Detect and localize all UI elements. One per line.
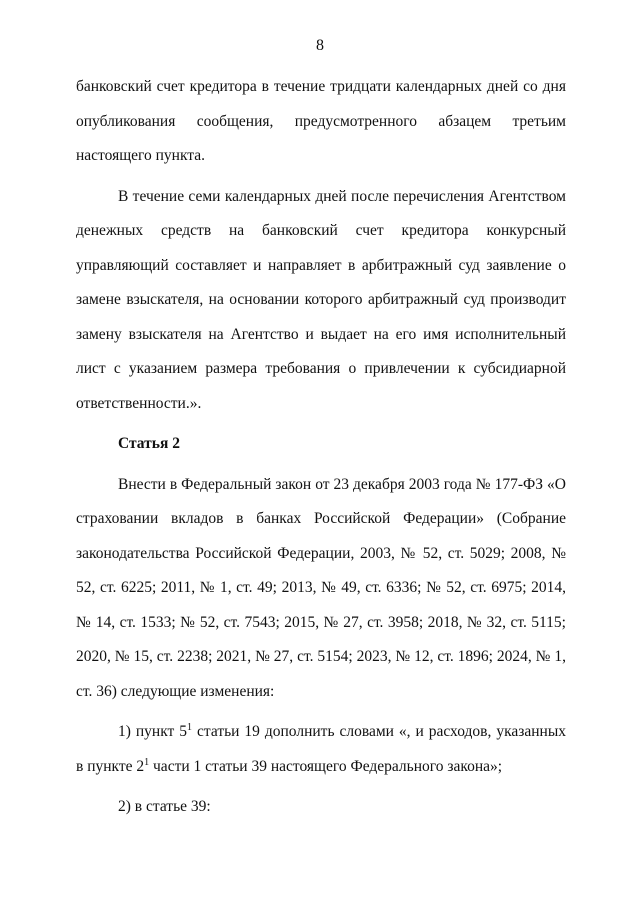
- item-1-superscript-2: 1: [144, 756, 150, 768]
- item-1-text-part3: части 1 статьи 39 настоящего Федерального закона»;: [149, 757, 503, 775]
- article-heading: Статья 2: [118, 435, 180, 452]
- document-body: [76, 70, 566, 825]
- item-1-text-part1: 1) пункт 5: [118, 723, 188, 740]
- paragraph-amendment-intro: Внести в Федеральный закон от 23 декабря 2003 года № 177-ФЗ «О страховании вкладов в банках Российской Федерации» (Собрание законодательства Российской Федерации, 2003, № 52, ст. 5029; 2008, № 52, ст. 6225; 2011, № 1, ст. 49; 2013, № 49, ст. 6336; № 52, ст. 6975; 2014, № 14, ст. 1533; № 52, ст. 7543; 2015, № 27, ст. 3958; 2018, № 32, ст. 5115; 2020, № 15, ст. 2238; 2021, № 27, ст. 5154; 2023, № 12, ст. 1896; 2024, № 1, ст. 36) следующие изменения:: [76, 475, 566, 700]
- item-1-superscript-1: 1: [187, 722, 193, 733]
- paragraph-item-1: [76, 715, 566, 784]
- paragraph-continuation: банковский счет кредитора в течение тридцати календарных дней со дня опубликования сообщения, предусмотренного абзацем третьим настоящего пункта.: [76, 78, 566, 164]
- item-1-text-part2: статьи 19 дополнить словами «, и расходов, указанных в пункте 2: [76, 723, 566, 775]
- paragraph-item-2: 2) в статье 39:: [118, 798, 211, 815]
- page-number: 8: [316, 37, 324, 54]
- paragraph-agency-transfer: В течение семи календарных дней после перечисления Агентством денежных средств на банковский счет кредитора конкурсный управляющий составляет и направляет в арбитражный суд заявление о замене взыскателя, на основании которого арбитражный суд производит замену взыскателя на Агентство и выдает на его имя исполнительный лист с указанием размера требования о привлечении к субсидиарной ответственности.».: [76, 187, 566, 412]
